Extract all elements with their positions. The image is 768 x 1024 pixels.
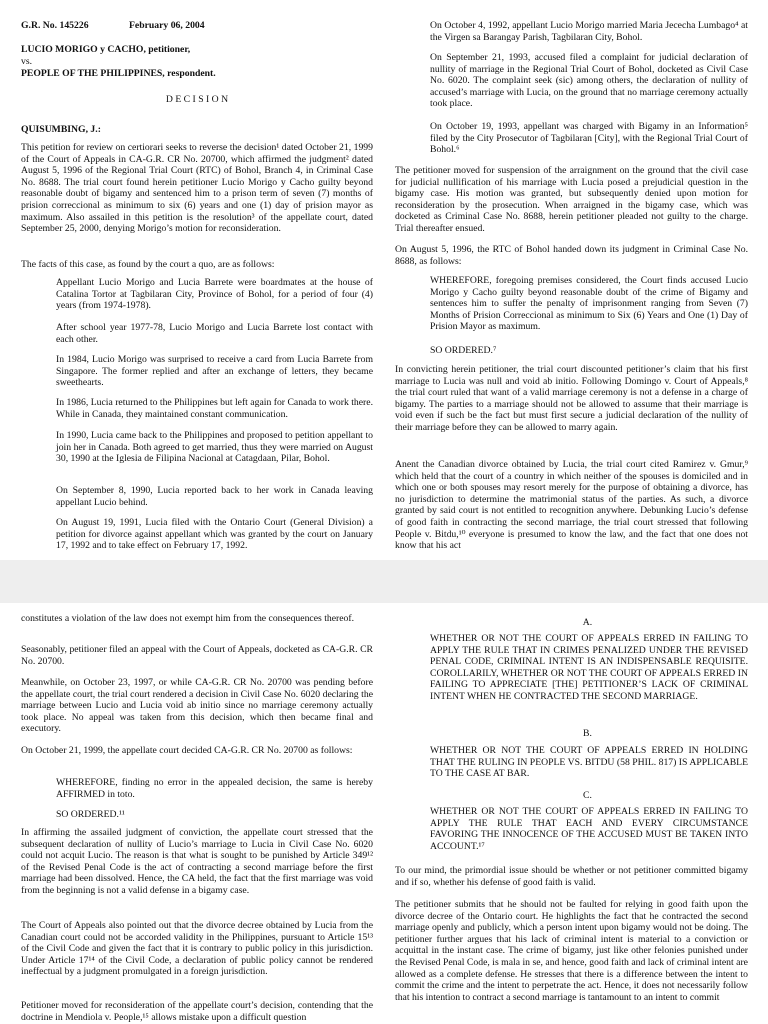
issue-b: WHETHER OR NOT THE COURT OF APPEALS ERRED IN HOLDING THAT THE RULING IN PEOPLE VS. BITDU (58 PHIL. 817) IS APPLICABLE TO THE CASE AT BAR. [430, 745, 748, 780]
issue-a: WHETHER OR NOT THE COURT OF APPEALS ERRED IN FAILING TO APPLY THE RULE THAT IN CRIMES PENALIZED UNDER THE REVISED PENAL CODE, CRIMINAL INTENT IS AN INDISPENSABLE REQUISITE. COROLLARILY, WHETHER OR NOT THE COURT OF APPEALS ERRED IN FAILING TO APPRECIATE [THE] PETITIONER’S LACK OF CRIMINAL INTENT WHEN HE CONTRACTED THE SECOND MARRIAGE. [430, 633, 748, 702]
respondent-line: PEOPLE OF THE PHILIPPINES, respondent. [21, 68, 216, 79]
block-quote: On October 4, 1992, appellant Lucio Morigo married Maria Jececha Lumbago⁴ at the Virgen sa Barangay Parish, Tagbilaran City, Bohol. [430, 20, 748, 43]
block-quote: After school year 1977-78, Lucio Morigo and Lucia Barrete lost contact with each other. [56, 322, 373, 345]
case-number: G.R. No. 145226 [21, 20, 89, 31]
page-1-left-column [21, 0, 373, 560]
decision-heading: D E C I S I O N [165, 94, 229, 105]
paragraph: In convicting herein petitioner, the trial court discounted petitioner’s claim that his first marriage to Lucia was null and void ab initio. Following Domingo v. Court of Appeals,⁸ the trial court ruled that want of a valid marriage ceremony is not a defense in a charge of bigamy. The parties to a marriage should not be allowed to assume that their marriage is void even if such be the fact but must first secure a judicial declaration of the nullity of their marriage before they can be allowed to marry again. [395, 364, 748, 433]
paragraph: To our mind, the primordial issue should be whether or not petitioner committed bigamy and if so, whether his defense of good faith is valid. [395, 865, 748, 888]
paragraph: The Court of Appeals also pointed out that the divorce decree obtained by Lucia from the Canadian court could not be accorded validity in the Philippines, pursuant to Article 15¹³ of the Civil Code and given the fact that it is contrary to public policy in this jurisdiction. Under Article 17¹⁴ of the Civil Code, a declaration of public policy cannot be rendered ineffectual by a judgment promulgated in a foreign jurisdiction. [21, 920, 373, 978]
petitioner-line [21, 44, 190, 56]
page-1-right-column [395, 0, 748, 560]
block-quote: Appellant Lucio Morigo and Lucia Barrete were boardmates at the house of Catalina Tortor at Tagbilaran City, Province of Bohol, for a period of four (4) years (from 1974-1978). [56, 277, 373, 312]
block-quote: WHEREFORE, finding no error in the appealed decision, the same is hereby AFFIRMED in toto. [56, 777, 373, 800]
petitioner-name: LUCIO MORIGO y CACHO, petitioner, [21, 44, 191, 55]
block-quote: In 1990, Lucia came back to the Philippines and proposed to petition appellant to join her in Canada. Both agreed to get married, thus they were married on August 30, 1990 at the Iglesia de Filipina Nacional at Catagdaan, Pilar, Bohol. [56, 430, 373, 465]
issue-label: B. [583, 728, 592, 739]
page-separator [0, 560, 768, 603]
paragraph: Petitioner moved for reconsideration of the appellate court’s decision, contending that the doctrine in Mendiola v. People,¹⁵ allows mistake upon a difficult question [21, 1000, 373, 1023]
block-quote: SO ORDERED.⁷ [430, 345, 497, 356]
paragraph: Anent the Canadian divorce obtained by Lucia, the trial court cited Ramirez v. Gmur,⁹ which held that the court of a country in which neither of the spouses is domiciled and in which one or both spouses may resort merely for the purpose of obtaining a divorce, has no jurisdiction to determine the matrimonial status of the parties. As such, a divorce granted by said court is not entitled to recognition anywhere. Debunking Lucio’s defense of good faith in contracting the second marriage, the trial court stressed that following People v. Bitdu,¹⁰ everyone is presumed to know the law, and the fact that one does not know that his act [395, 459, 748, 552]
paragraph: The petitioner moved for suspension of the arraignment on the ground that the civil case for judicial nullification of his marriage with Lucia posed a prejudicial question in the bigamy case. His motion was granted, but subsequently denied upon motion for reconsideration by the prosecution. When arraigned in the bigamy case, which was docketed as Criminal Case No. 8688, herein petitioner pleaded not guilty to the charge. Trial thereafter ensued. [395, 165, 748, 234]
block-quote: WHEREFORE, foregoing premises considered, the Court finds accused Lucio Morigo y Cacho guilty beyond reasonable doubt of the crime of Bigamy and sentences him to suffer the penalty of imprisonment ranging from Seven (7) Months of Prision Correccional as minimum to Six (6) Years and One (1) Day of Prision Mayor as maximum. [430, 275, 748, 333]
versus: vs. [21, 56, 33, 67]
case-date: February 06, 2004 [129, 20, 205, 31]
block-quote: On October 19, 1993, appellant was charged with Bigamy in an Information⁵ filed by the City Prosecutor of Tagbilaran [City], with the Regional Trial Court of Bohol.⁶ [430, 121, 748, 156]
paragraph: In affirming the assailed judgment of conviction, the appellate court stressed that the subsequent declaration of nullity of Lucio’s marriage to Lucia in Civil Case No. 6020 could not acquit Lucio. The reason is that what is sought to be punished by Article 349¹² of the Revised Penal Code is the act of contracting a second marriage before the first marriage had been dissolved. Hence, the CA held, the fact that the first marriage was void from the beginning is not a valid defense in a bigamy case. [21, 827, 373, 896]
ponente: QUISUMBING, J.: [21, 124, 101, 135]
paragraph: Seasonably, petitioner filed an appeal with the Court of Appeals, docketed as CA-G.R. CR No. 20700. [21, 644, 373, 667]
block-quote: SO ORDERED.¹¹ [56, 809, 125, 820]
page-2-right-column [395, 603, 748, 1024]
issue-label: A. [582, 617, 593, 628]
paragraph: The petitioner submits that he should not be faulted for relying in good faith upon the divorce decree of the Ontario court. He highlights the fact that he contracted the second marriage openly and publicly, which a person intent upon bigamy would not be doing. The petitioner further argues that his lack of criminal intent is material to a conviction or acquittal in the instant case. The crime of bigamy, just like other felonies punished under the Revised Penal Code, is mala in se, and hence, good faith and lack of criminal intent are allowed as a complete defense. He stresses that there is a difference between the intent to commit the crime and the intent to perpetrate the act. Hence, it does not necessarily follow that his intention to contract a second marriage is tantamount to an intent to commit [395, 899, 748, 1003]
paragraph: Meanwhile, on October 23, 1997, or while CA-G.R. CR No. 20700 was pending before the appellate court, the trial court rendered a decision in Civil Case No. 6020 declaring the marriage between Lucio and Lucia void ab initio since no marriage ceremony actually took place. No appeal was taken from this decision, which then became final and executory. [21, 677, 373, 735]
block-quote: On September 8, 1990, Lucia reported back to her work in Canada leaving appellant Lucio behind. [56, 485, 373, 508]
issue-label: C. [583, 790, 592, 801]
page-2-left-column [21, 603, 373, 1024]
paragraph: This petition for review on certiorari seeks to reverse the decision¹ dated October 21, 1999 of the Court of Appeals in CA-G.R. CR No. 20700, which affirmed the judgment² dated August 5, 1996 of the Regional Trial Court (RTC) of Bohol, Branch 4, in Criminal Case No. 8688. The trial court found herein petitioner Lucio Morigo y Cacho guilty beyond reasonable doubt of bigamy and sentenced him to a prison term of seven (7) months of prision correccional as minimum to six (6) years and one (1) day of prision mayor as maximum. Also assailed in this petition is the resolution³ of the appellate court, dated September 25, 2000, denying Morigo’s motion for reconsideration. [21, 142, 373, 235]
paragraph: On October 21, 1999, the appellate court decided CA-G.R. CR No. 20700 as follows: [21, 745, 353, 756]
block-quote: In 1986, Lucia returned to the Philippines but left again for Canada to work there. While in Canada, they maintained constant communication. [56, 397, 373, 420]
paragraph: constitutes a violation of the law does not exempt him from the consequences thereof. [21, 613, 355, 624]
page-2 [0, 603, 768, 1024]
paragraph: On August 5, 1996, the RTC of Bohol handed down its judgment in Criminal Case No. 8688, as follows: [395, 244, 748, 267]
block-quote: On September 21, 1993, accused filed a complaint for judicial declaration of nullity of marriage in the Regional Trial Court of Bohol, docketed as Civil Case No. 6020. The complaint seek (sic) among others, the declaration of nullity of accused’s marriage with Lucia, on the ground that no marriage ceremony actually took place. [430, 52, 748, 110]
block-quote: In 1984, Lucio Morigo was surprised to receive a card from Lucia Barrete from Singapore. The former replied and after an exchange of letters, they became sweethearts. [56, 354, 373, 389]
block-quote: On August 19, 1991, Lucia filed with the Ontario Court (General Division) a petition for divorce against appellant which was granted by the court on January 17, 1992 and to take effect on February 17, 1992. [56, 517, 373, 552]
issue-c: WHETHER OR NOT THE COURT OF APPEALS ERRED IN FAILING TO APPLY THE RULE THAT EACH AND EVERY CIRCUMSTANCE FAVORING THE INNOCENCE OF THE ACCUSED MUST BE TAKEN INTO ACCOUNT.¹⁷ [430, 806, 748, 852]
paragraph: The facts of this case, as found by the court a quo, are as follows: [21, 259, 275, 270]
